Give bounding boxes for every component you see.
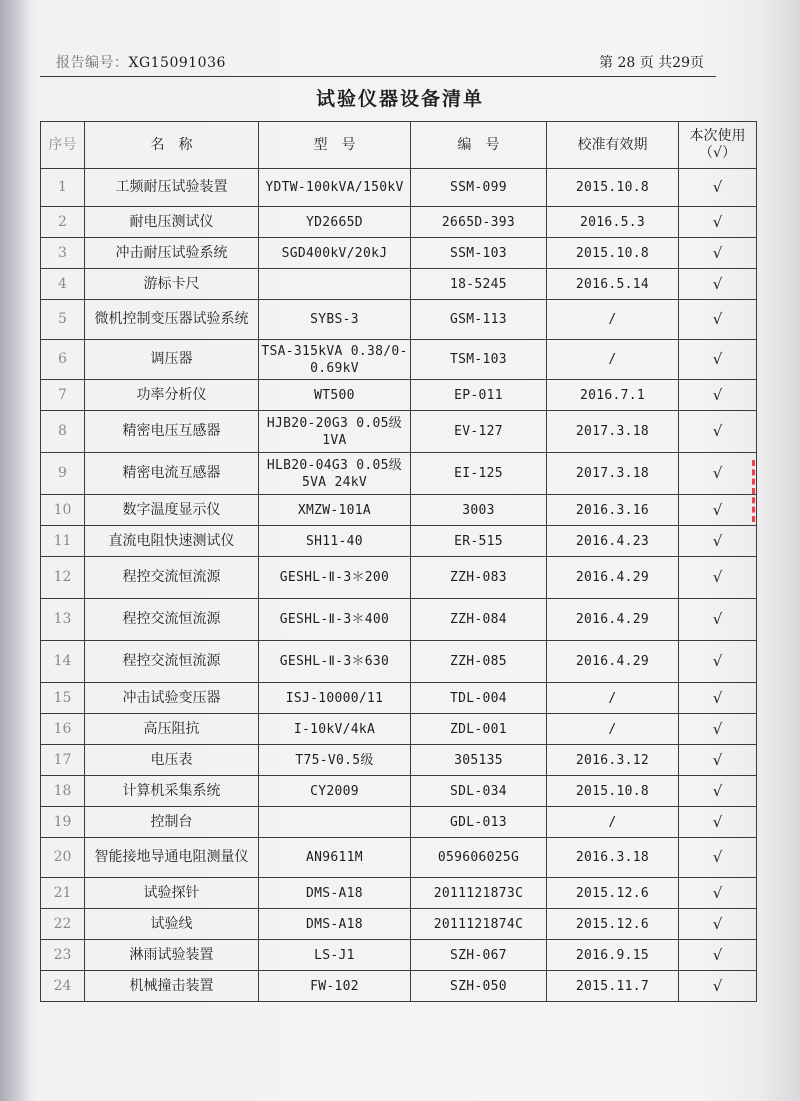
equipment-code: SZH-067: [411, 940, 547, 971]
report-number-label: 报告编号：: [56, 55, 129, 71]
equipment-model: TSA-315kVA 0.38/0-0.69kV: [259, 340, 411, 380]
used-check: √: [679, 641, 757, 683]
equipment-code: 2011121873C: [411, 878, 547, 909]
column-header-model: 型 号: [259, 122, 411, 169]
equipment-model: GESHL-Ⅱ-3＊200: [259, 557, 411, 599]
table-row: [41, 269, 757, 300]
equipment-code: EP-011: [411, 380, 547, 411]
equipment-code: EI-125: [411, 453, 547, 495]
row-index: 15: [41, 683, 85, 714]
table-row: [41, 207, 757, 238]
equipment-code: SSM-103: [411, 238, 547, 269]
equipment-model: GESHL-Ⅱ-3＊400: [259, 599, 411, 641]
equipment-model: T75-V0.5级: [259, 745, 411, 776]
header-rule: [40, 76, 716, 77]
table-row: [41, 714, 757, 745]
calibration-validity: 2015.11.7: [547, 971, 679, 1002]
equipment-model: GESHL-Ⅱ-3＊630: [259, 641, 411, 683]
row-index: 9: [41, 453, 85, 495]
red-binding-mark: [752, 460, 763, 522]
used-check: √: [679, 269, 757, 300]
row-index: 23: [41, 940, 85, 971]
table-header-row: [41, 122, 757, 169]
page-indicator: 第 28 页 共29页: [599, 55, 704, 71]
equipment-name: 精密电流互感器: [85, 453, 259, 495]
equipment-name: 高压阻抗: [85, 714, 259, 745]
calibration-validity: 2016.4.23: [547, 526, 679, 557]
calibration-validity: 2015.12.6: [547, 909, 679, 940]
used-check: √: [679, 300, 757, 340]
row-index: 18: [41, 776, 85, 807]
table-row: [41, 909, 757, 940]
used-check: √: [679, 526, 757, 557]
calibration-validity: 2015.10.8: [547, 238, 679, 269]
table-body: [41, 169, 757, 1002]
table-row: [41, 238, 757, 269]
equipment-name: 程控交流恒流源: [85, 557, 259, 599]
used-check: √: [679, 745, 757, 776]
equipment-model: DMS-A18: [259, 909, 411, 940]
page-title: 试验仪器设备清单: [315, 88, 484, 110]
row-index: 2: [41, 207, 85, 238]
equipment-code: ZDL-001: [411, 714, 547, 745]
equipment-model: AN9611M: [259, 838, 411, 878]
column-header-index: 序号: [41, 122, 85, 169]
equipment-code: SSM-099: [411, 169, 547, 207]
used-check: √: [679, 599, 757, 641]
row-index: 14: [41, 641, 85, 683]
used-check: √: [679, 380, 757, 411]
equipment-name: 计算机采集系统: [85, 776, 259, 807]
equipment-name: 功率分析仪: [85, 380, 259, 411]
calibration-validity: 2017.3.18: [547, 411, 679, 453]
row-index: 7: [41, 380, 85, 411]
equipment-code: 3003: [411, 495, 547, 526]
equipment-name: 试验探针: [85, 878, 259, 909]
equipment-model: FW-102: [259, 971, 411, 1002]
equipment-model: SH11-40: [259, 526, 411, 557]
row-index: 22: [41, 909, 85, 940]
equipment-name: 精密电压互感器: [85, 411, 259, 453]
used-check: √: [679, 207, 757, 238]
row-index: 24: [41, 971, 85, 1002]
table-row: [41, 745, 757, 776]
row-index: 16: [41, 714, 85, 745]
equipment-model: WT500: [259, 380, 411, 411]
page-binding-shadow: [0, 0, 30, 1101]
used-check: √: [679, 838, 757, 878]
calibration-validity: /: [547, 340, 679, 380]
calibration-validity: 2016.9.15: [547, 940, 679, 971]
equipment-name: 智能接地导通电阻测量仪: [85, 838, 259, 878]
equipment-model: ISJ-10000/11: [259, 683, 411, 714]
calibration-validity: /: [547, 807, 679, 838]
calibration-validity: 2016.5.3: [547, 207, 679, 238]
table-row: [41, 971, 757, 1002]
equipment-model: XMZW-101A: [259, 495, 411, 526]
calibration-validity: /: [547, 683, 679, 714]
used-check: √: [679, 878, 757, 909]
calibration-validity: 2016.4.29: [547, 641, 679, 683]
equipment-name: 试验线: [85, 909, 259, 940]
used-check: √: [679, 807, 757, 838]
equipment-model: HJB20-20G3 0.05级 1VA: [259, 411, 411, 453]
equipment-name: 游标卡尺: [85, 269, 259, 300]
table-row: [41, 411, 757, 453]
table-row: [41, 807, 757, 838]
equipment-model: [259, 269, 411, 300]
calibration-validity: 2016.4.29: [547, 599, 679, 641]
table-row: [41, 557, 757, 599]
equipment-name: 淋雨试验装置: [85, 940, 259, 971]
equipment-code: TDL-004: [411, 683, 547, 714]
row-index: 19: [41, 807, 85, 838]
equipment-code: EV-127: [411, 411, 547, 453]
equipment-model: LS-J1: [259, 940, 411, 971]
used-check: √: [679, 971, 757, 1002]
used-check: √: [679, 453, 757, 495]
equipment-table: [40, 121, 757, 1002]
used-check: √: [679, 940, 757, 971]
equipment-code: TSM-103: [411, 340, 547, 380]
equipment-code: SZH-050: [411, 971, 547, 1002]
row-index: 5: [41, 300, 85, 340]
equipment-code: ZZH-085: [411, 641, 547, 683]
column-header-code: 编 号: [411, 122, 547, 169]
equipment-code: 059606025G: [411, 838, 547, 878]
equipment-code: ZZH-083: [411, 557, 547, 599]
calibration-validity: /: [547, 714, 679, 745]
equipment-name: 冲击耐压试验系统: [85, 238, 259, 269]
table-row: [41, 776, 757, 807]
equipment-name: 工频耐压试验装置: [85, 169, 259, 207]
used-check: √: [679, 340, 757, 380]
table-row: [41, 495, 757, 526]
used-check: √: [679, 411, 757, 453]
row-index: 3: [41, 238, 85, 269]
equipment-code: 18-5245: [411, 269, 547, 300]
calibration-validity: 2016.4.29: [547, 557, 679, 599]
table-row: [41, 526, 757, 557]
calibration-validity: 2016.3.18: [547, 838, 679, 878]
table-row: [41, 878, 757, 909]
equipment-model: DMS-A18: [259, 878, 411, 909]
calibration-validity: 2015.12.6: [547, 878, 679, 909]
equipment-model: YD2665D: [259, 207, 411, 238]
report-number: [56, 52, 226, 72]
equipment-model: I-10kV/4kA: [259, 714, 411, 745]
column-header-name: 名 称: [85, 122, 259, 169]
equipment-model: CY2009: [259, 776, 411, 807]
calibration-validity: 2016.5.14: [547, 269, 679, 300]
row-index: 13: [41, 599, 85, 641]
table-row: [41, 683, 757, 714]
table-row: [41, 940, 757, 971]
row-index: 12: [41, 557, 85, 599]
row-index: 4: [41, 269, 85, 300]
equipment-model: YDTW-100kVA/150kV: [259, 169, 411, 207]
calibration-validity: 2015.10.8: [547, 776, 679, 807]
equipment-name: 耐电压测试仪: [85, 207, 259, 238]
used-check: √: [679, 238, 757, 269]
equipment-name: 直流电阻快速测试仪: [85, 526, 259, 557]
equipment-name: 电压表: [85, 745, 259, 776]
used-check: √: [679, 909, 757, 940]
used-check: √: [679, 495, 757, 526]
used-check: √: [679, 776, 757, 807]
used-check: √: [679, 169, 757, 207]
report-number-value: XG15091036: [128, 55, 226, 71]
equipment-name: 数字温度显示仪: [85, 495, 259, 526]
page-header: [56, 52, 704, 74]
equipment-code: 2665D-393: [411, 207, 547, 238]
equipment-model: [259, 807, 411, 838]
table-row: [41, 340, 757, 380]
equipment-model: SGD400kV/20kJ: [259, 238, 411, 269]
equipment-code: GDL-013: [411, 807, 547, 838]
equipment-code: ZZH-084: [411, 599, 547, 641]
row-index: 17: [41, 745, 85, 776]
calibration-validity: /: [547, 300, 679, 340]
equipment-name: 冲击试验变压器: [85, 683, 259, 714]
calibration-validity: 2016.7.1: [547, 380, 679, 411]
row-index: 20: [41, 838, 85, 878]
equipment-name: 机械撞击装置: [85, 971, 259, 1002]
table-row: [41, 641, 757, 683]
equipment-model: HLB20-04G3 0.05级 5VA 24kV: [259, 453, 411, 495]
column-header-validity: 校准有效期: [547, 122, 679, 169]
equipment-name: 控制台: [85, 807, 259, 838]
equipment-code: ER-515: [411, 526, 547, 557]
table-row: [41, 380, 757, 411]
row-index: 6: [41, 340, 85, 380]
calibration-validity: 2017.3.18: [547, 453, 679, 495]
calibration-validity: 2016.3.12: [547, 745, 679, 776]
equipment-code: 305135: [411, 745, 547, 776]
equipment-code: 2011121874C: [411, 909, 547, 940]
equipment-code: GSM-113: [411, 300, 547, 340]
used-check: √: [679, 714, 757, 745]
row-index: 10: [41, 495, 85, 526]
table-row: [41, 300, 757, 340]
column-header-used: 本次使用 （√）: [679, 122, 757, 169]
equipment-name: 调压器: [85, 340, 259, 380]
table-row: [41, 599, 757, 641]
row-index: 8: [41, 411, 85, 453]
equipment-name: 微机控制变压器试验系统: [85, 300, 259, 340]
row-index: 11: [41, 526, 85, 557]
equipment-model: SYBS-3: [259, 300, 411, 340]
used-check: √: [679, 557, 757, 599]
equipment-code: SDL-034: [411, 776, 547, 807]
used-check: √: [679, 683, 757, 714]
calibration-validity: 2015.10.8: [547, 169, 679, 207]
row-index: 1: [41, 169, 85, 207]
table-row: [41, 169, 757, 207]
table-row: [41, 838, 757, 878]
row-index: 21: [41, 878, 85, 909]
calibration-validity: 2016.3.16: [547, 495, 679, 526]
table-row: [41, 453, 757, 495]
equipment-name: 程控交流恒流源: [85, 599, 259, 641]
equipment-name: 程控交流恒流源: [85, 641, 259, 683]
